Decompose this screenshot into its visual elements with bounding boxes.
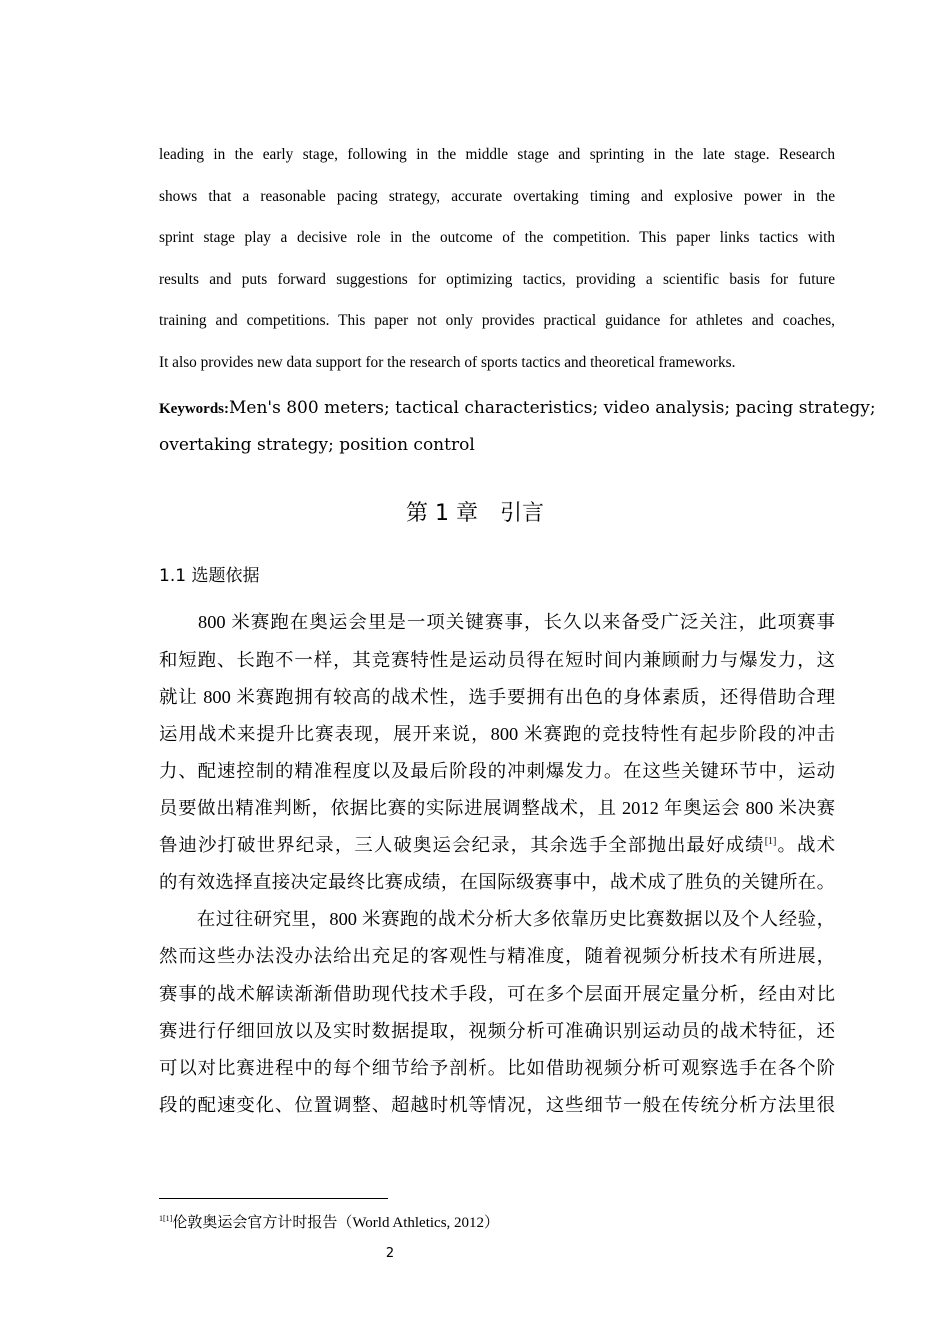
keywords-text-2: overtaking strategy; position control [159,435,475,455]
chapter-title: 第 1 章 引言 [406,501,544,526]
paragraph-line [159,831,835,857]
abstract-line: results and puts forward suggestions for optimizing tactics, providing a scientific basis for future [159,271,835,288]
footnote-divider [159,1198,388,1199]
citation-link[interactable]: [1] [764,835,777,847]
keywords-line [159,398,876,418]
paragraph-line: 在过往研究里，800 米赛跑的战术分析大多依靠历史比赛数据以及个人经验， [159,909,835,929]
abstract-line: sprint stage play a decisive role in the outcome of the competition. This paper links tactics with [159,229,835,246]
keywords-label: Keywords: [159,401,229,417]
abstract-line: training and competitions. This paper not only provides practical guidance for athletes and coaches, [159,312,835,329]
paragraph-line: 然而这些办法没办法给出充足的客观性与精准度，随着视频分析技术有所进展， [159,946,835,966]
paragraph-line: 就让 800 米赛跑拥有较高的战术性，选手要拥有出色的身体素质，还得借助合理 [159,687,835,707]
line-text: 鲁迪沙打破世界纪录，三人破奥运会纪录，其余选手全部抛出最好成绩 [159,835,765,855]
section-title: 1.1 选题依据 [159,566,260,586]
abstract-line: It also provides new data support for the research of sports tactics and theoretical frameworks. [159,354,736,371]
abstract-line: shows that a reasonable pacing strategy, accurate overtaking timing and explosive power in the [159,188,835,205]
paragraph-line: 可以对比赛进程中的每个细节给予剖析。比如借助视频分析可观察选手在各个阶 [159,1058,835,1078]
footnote-text: 伦敦奥运会官方计时报告（World Athletics, 2012） [172,1215,500,1231]
keywords-text: Men's 800 meters; tactical characteristics; video analysis; pacing strategy; [229,398,876,418]
paragraph-line: 员要做出精准判断，依据比赛的实际进展调整战术，且 2012 年奥运会 800 米决赛 [159,798,835,818]
footnote-number: 1 [159,1214,163,1223]
paragraph-line: 力、配速控制的精准程度以及最后阶段的冲刺爆发力。在这些关键环节中，运动 [159,761,835,781]
paragraph-line: 800 米赛跑在奥运会里是一项关键赛事，长久以来备受广泛关注，此项赛事 [159,612,835,632]
page-number: 2 [385,1246,395,1261]
footnote-mark: [1] [163,1214,173,1223]
footnote [159,1211,499,1232]
paragraph-line: 的有效选择直接决定最终比赛成绩，在国际级赛事中，战术成了胜负的关键所在。 [159,872,835,892]
line-text: 。战术 [776,835,835,855]
paragraph-line: 赛进行仔细回放以及实时数据提取，视频分析可准确识别运动员的战术特征，还 [159,1021,835,1041]
paragraph-line: 段的配速变化、位置调整、超越时机等情况，这些细节一般在传统分析方法里很 [159,1095,835,1115]
abstract-line: leading in the early stage, following in the middle stage and sprinting in the late stage. Research [159,146,835,163]
paragraph-line: 运用战术来提升比赛表现，展开来说，800 米赛跑的竞技特性有起步阶段的冲击 [159,724,835,744]
paragraph-line: 赛事的战术解读渐渐借助现代技术手段，可在多个层面开展定量分析，经由对比 [159,984,835,1004]
paragraph-line: 和短跑、长跑不一样，其竞赛特性是运动员得在短时间内兼顾耐力与爆发力，这 [159,650,835,670]
